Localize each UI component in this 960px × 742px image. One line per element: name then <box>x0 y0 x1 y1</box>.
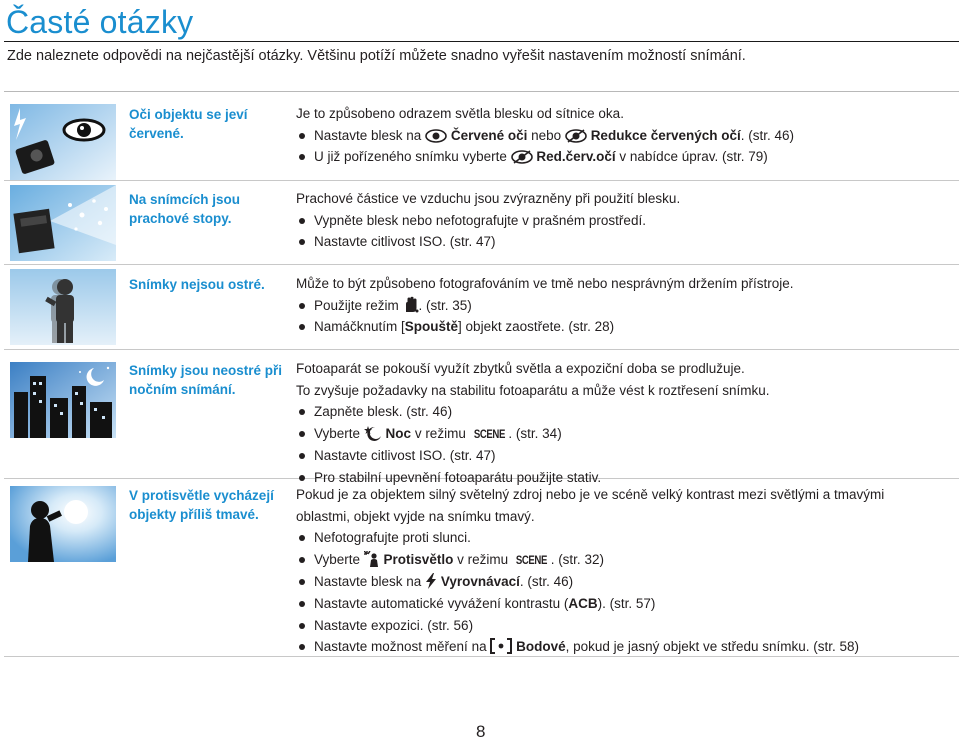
bullet-bold: Protisvětlo <box>383 551 454 567</box>
answer-intro: Je to způsobeno odrazem světla blesku od sítnice oka. <box>296 106 624 121</box>
dust-illustration <box>10 185 116 261</box>
bullet-text: nebo <box>527 127 565 143</box>
answer-bullet: Pro stabilní upevnění fotoaparátu použijte stativ. <box>296 467 956 489</box>
page-number: 8 <box>476 722 486 741</box>
night-city-illustration <box>10 362 116 438</box>
bullet-text: U již pořízeného snímku vyberte <box>314 149 511 165</box>
bullet-text: Nastavte blesk na <box>314 574 426 590</box>
answer-intro: Fotoaparát se pokouší využít zbytků světla a expoziční doba se prodlužuje. <box>296 361 745 376</box>
bullet-bold: Bodové <box>516 639 566 655</box>
blurry-person-illustration <box>10 269 116 345</box>
faq-question: Snímky nejsou ostré. <box>129 277 265 292</box>
answer-bullet <box>296 295 956 317</box>
answer-bullet <box>296 571 956 593</box>
red-eye-illustration <box>10 104 116 180</box>
bullet-text: Namáčknutím [ <box>314 319 405 335</box>
answer-bullet: Zapněte blesk. (str. 46) <box>296 401 956 423</box>
red-eye-flash-icon <box>425 129 447 143</box>
faq-question: Snímky jsou neostré při nočním snímání. <box>129 363 283 397</box>
bullet-text: . (str. 46) <box>740 127 795 143</box>
answer-intro: Může to být způsobeno fotografováním ve tmě nebo nesprávným držením přístroje. <box>296 276 794 291</box>
answer-bullet: Nefotografujte proti slunci. <box>296 527 956 549</box>
faq-answer <box>296 358 956 489</box>
scene-mode-icon: SCENE <box>515 552 547 567</box>
faq-row-red-eye <box>4 92 959 181</box>
bullet-text: . (str. 32) <box>550 551 604 567</box>
red-eye-fix-icon <box>565 129 587 143</box>
bullet-text: v režimu <box>411 425 470 441</box>
bullet-text: . (str. 46) <box>519 574 574 590</box>
answer-bullet <box>296 423 956 446</box>
bullet-text: ). (str. 57) <box>597 595 656 611</box>
answer-bullet <box>296 316 956 338</box>
faq-question: V protisvětle vycházejí objekty příliš tmavé. <box>129 488 274 522</box>
faq-row-blur <box>4 265 959 350</box>
answer-intro: oblastmi, objekt vyjde na snímku tmavý. <box>296 508 535 524</box>
answer-bullet: Vypněte blesk nebo nefotografujte v prašném prostředí. <box>296 210 956 232</box>
bullet-bold: Červené oči <box>450 127 528 143</box>
bullet-bold: Noc <box>385 425 412 441</box>
dual-is-hand-icon <box>403 296 419 313</box>
faq-question: Na snímcích jsou prachové stopy. <box>129 192 241 226</box>
bullet-text: v režimu <box>453 551 512 567</box>
fill-in-flash-icon <box>425 573 437 589</box>
answer-intro: Prachové částice ve vzduchu jsou zvýrazněny při použití blesku. <box>296 191 681 206</box>
answer-bullet <box>296 593 956 615</box>
title-divider <box>4 41 959 42</box>
faq-row-backlight <box>4 479 959 657</box>
faq-question: Oči objektu se jeví červené. <box>129 107 248 141</box>
answer-bullet <box>296 125 956 147</box>
answer-bullet: Nastavte citlivost ISO. (str. 47) <box>296 231 956 253</box>
scene-mode-icon: SCENE <box>473 426 505 441</box>
faq-answer <box>296 273 956 338</box>
bullet-bold: Vyrovnávací <box>440 574 520 590</box>
bullet-bold: Spouště <box>404 319 459 335</box>
bullet-text: v nabídce úprav. (str. 79) <box>615 149 768 165</box>
bullet-text: Nastavte automatické vyvážení kontrastu ( <box>314 595 569 611</box>
faq-answer <box>296 188 956 253</box>
bullet-text: Použijte režim <box>314 297 403 313</box>
faq-answer <box>296 103 956 168</box>
bullet-bold: ACB <box>568 595 598 611</box>
answer-bullet <box>296 146 956 168</box>
bullet-text: Nastavte blesk na <box>314 127 426 143</box>
bullet-text: . (str. 34) <box>508 425 562 441</box>
bullet-text: Vyberte <box>314 425 364 441</box>
answer-intro: To zvyšuje požadavky na stabilitu fotoaparátu a může vést k roztřesení snímku. <box>296 382 770 398</box>
bullet-text: ] objekt zaostřete. (str. 28) <box>458 319 615 335</box>
faq-row-night <box>4 350 959 485</box>
red-eye-fix-icon <box>511 150 533 164</box>
spot-metering-icon <box>490 638 512 654</box>
bullet-text: . (str. 35) <box>418 297 472 313</box>
answer-bullet <box>296 636 956 658</box>
page-title: Časté otázky <box>6 4 194 40</box>
bullet-text: Nastavte možnost měření na <box>314 639 491 655</box>
answer-intro: Pokud je za objektem silný světelný zdroj nebo je ve scéně velký kontrast mezi světlými a tmavými <box>296 487 885 502</box>
answer-bullet <box>296 549 956 572</box>
answer-bullet: Nastavte expozici. (str. 56) <box>296 615 956 637</box>
bullet-bold: Red.červ.očí <box>536 149 616 165</box>
intro-text: Zde naleznete odpovědi na nejčastější otázky. Většinu potíží můžete snadno vyřešit nastavením možností snímání. <box>7 48 746 64</box>
faq-row-dust <box>4 181 959 265</box>
bullet-text: Vyberte <box>314 551 364 567</box>
answer-bullet: Nastavte citlivost ISO. (str. 47) <box>296 445 956 467</box>
faq-answer <box>296 484 956 658</box>
night-moon-icon <box>364 425 382 441</box>
backlight-icon <box>364 551 380 567</box>
backlight-person-illustration <box>10 486 116 562</box>
bullet-text: , pokud je jasný objekt ve středu snímku. (str. 58) <box>565 639 860 655</box>
bullet-bold: Redukce červených očí <box>590 127 741 143</box>
